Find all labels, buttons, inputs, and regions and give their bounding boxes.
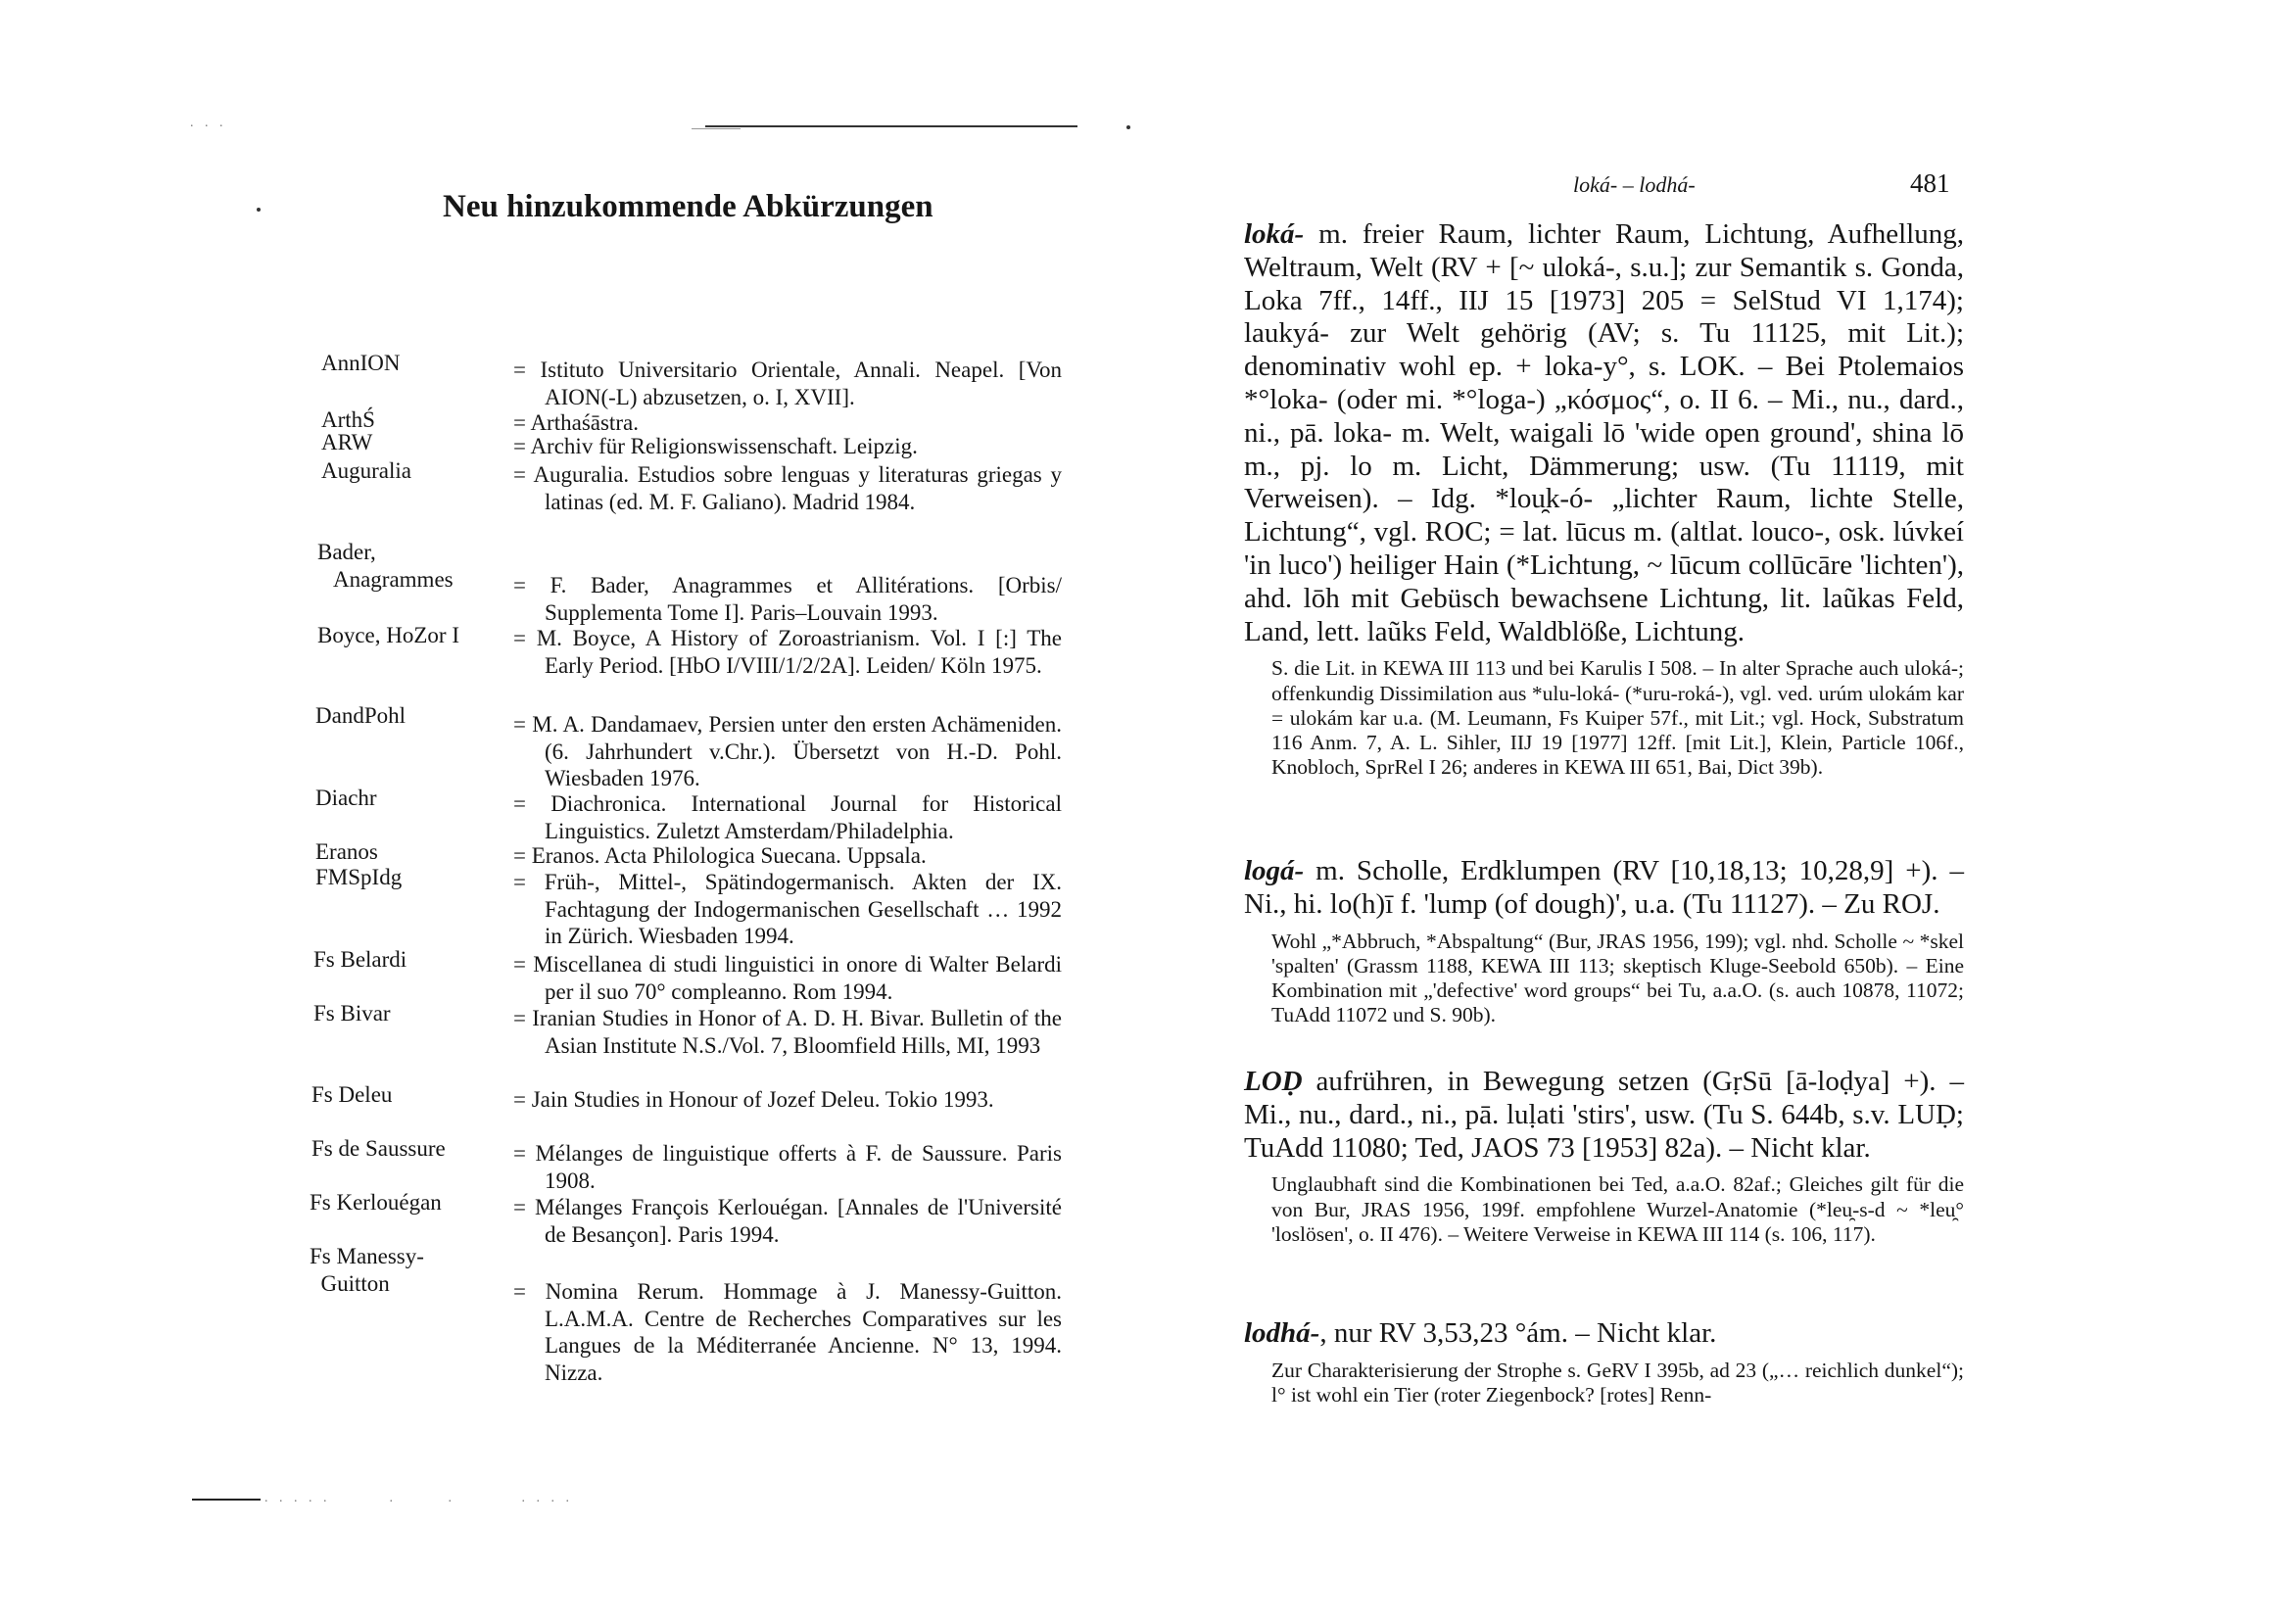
abbreviation-term: ArthŚ: [321, 407, 375, 432]
running-head: loká- – lodhá-: [1573, 172, 1696, 197]
entry-text: aufrühren, in Bewegung setzen (GṛSū [ā-loḍya] +). – Mi., nu., dard., ni., pā. luḷati 'stirs', usw. (Tu S. 644b, s.v. LUḌ; TuAdd 11080; Ted, JAOS 73 [1953] 82a). – Nicht klar.: [1244, 1066, 1964, 1164]
entry-lemma: loká-: [1244, 218, 1305, 250]
dictionary-entry: [1244, 1317, 1964, 1407]
abbreviation-definition: = Nomina Rerum. Hommage à J. Manessy-Guitton. L.A.M.A. Centre de Recherches Comparatives sur les Langues de la Méditerranée Ancienne. N° 13, 1994. Nizza.: [513, 1279, 1062, 1385]
abbreviation-term: ARW: [321, 430, 373, 454]
abbreviation-definition: = Iranian Studies in Honor of A. D. H. Bivar. Bulletin of the Asian Institute N.S./Vol. 7, Bloomfield Hills, MI, 1993: [513, 1006, 1062, 1058]
dictionary-entry: [1244, 1066, 1964, 1247]
scan-dot: [1126, 125, 1130, 129]
abbreviation-definition: = M. Boyce, A History of Zoroastrianism. Vol. I [:] The Early Period. [HbO I/VIII/1/2/2A]. Leiden/ Köln 1975.: [513, 626, 1062, 678]
abbreviation-term: Eranos: [315, 839, 378, 864]
page-number: 481: [1910, 168, 1950, 198]
abbreviation-definition: = Arthaśāstra.: [513, 410, 639, 435]
abbreviation-definition: = Mélanges François Kerlouégan. [Annales de l'Université de Besançon]. Paris 1994.: [513, 1195, 1062, 1247]
entry-lemma: lodhá-: [1244, 1317, 1320, 1349]
entry-body: [1244, 1066, 1964, 1165]
abbreviation-term: Bader, Anagrammes: [317, 540, 454, 592]
abbreviation-definition: = Eranos. Acta Philologica Suecana. Uppsala.: [513, 843, 927, 868]
entry-body: [1244, 855, 1964, 922]
scan-bottom-specks: . . . . . . . . . . .: [264, 1491, 573, 1505]
entry-text: m. Scholle, Erdklumpen (RV [10,18,13; 10,28,9] +). – Ni., hi. lo(h)ī f. 'lump (of dough)', u.a. (Tu 11127). – Zu ROJ.: [1244, 855, 1964, 920]
abbreviation-term: AnnION: [321, 351, 401, 375]
abbreviation-term: Fs Kerlouégan: [310, 1190, 442, 1215]
abbreviation-definition: = M. A. Dandamaev, Persien unter den ersten Achämeniden. (6. Jahrhundert v.Chr.). Übersetzt von H.-D. Pohl. Wiesbaden 1976.: [513, 712, 1062, 790]
dictionary-entry: [1244, 855, 1964, 1027]
entry-body: [1244, 1317, 1964, 1351]
abbreviation-definition: = F. Bader, Anagrammes et Allitérations. [Orbis/ Supplementa Tome I]. Paris–Louvain 1993.: [513, 573, 1062, 625]
entry-text: m. freier Raum, lichter Raum, Lichtung, Aufhellung, Weltraum, Welt (RV + [~ uloká-, s.u.]; zur Semantik s. Gonda, Loka 7ff., 14ff., IIJ 15 [1973] 205 = SelStud VI 1,174); laukyá- zur Welt gehörig (AV; s. Tu 11125, mit Lit.); denominativ wohl ep. + loka-y°, s. LOK. – Bei Ptolemaios *°loka- (oder mi. *°loga-) „κόσμος“, o. II 6. – Mi., nu., dard., ni., pā. loka- m. Welt, waigali lō 'wide open ground', shina lō m., pj. lo m. Licht, Dämmerung; usw. (Tu 11119, mit Verweisen). – Idg. *lou̯k-ó- „lichter Raum, lichte Stelle, Lichtung“, vgl. ROC; = lat. lūcus m. (altlat. louco-, osk. lúvkeí 'in luco') heiliger Hain (*Lichtung, ~ lūcum collūcāre 'lichten'), ahd. lōh mit Gebüsch bewachsene Lichtung, lit. laũkas Feld, Land, lett. laũks Feld, Waldblöße, Lichtung.: [1244, 218, 1964, 647]
abbreviation-term: DandPohl: [315, 703, 406, 728]
abbreviation-definition: = Jain Studies in Honour of Jozef Deleu. Tokio 1993.: [513, 1087, 994, 1112]
scan-top-specks: . . .: [190, 116, 227, 130]
abbreviation-term: Fs Manessy- Guitton: [310, 1244, 424, 1296]
entry-body: [1244, 218, 1964, 648]
entry-note: Zur Charakterisierung der Strophe s. GeRV I 395b, ad 23 („… reichlich dunkel“); l° ist wohl ein Tier (roter Ziegenbock? [rotes] Renn-: [1271, 1358, 1964, 1407]
page-title: Neu hinzukommende Abkürzungen: [443, 189, 933, 224]
entry-note: S. die Lit. in KEWA III 113 und bei Karulis I 508. – In alter Sprache auch uloká-; offenkundig Dissimilation aus *ulu-loká- (*uru-roká-), vgl. ved. urúm ulokám kar = ulokám kar u.a. (M. Leumann, Fs Kuiper 57f., mit Lit.; vgl. Hock, Substratum 116 Anm. 7, A. L. Sihler, IIJ 19 [1977] 12ff. [mit Lit.], Klein, Particle 106f., Knobloch, SprRel I 26; anderes in KEWA III 651, Bai, Dict 39b).: [1271, 656, 1964, 780]
entry-note: Unglaubhaft sind die Kombinationen bei Ted, a.a.O. 82af.; Gleiches gilt für die von Bur, JRAS 1956, 199f. empfohlene Wurzel-Anatomie (*leu̯-s-d ~ *leu̯° 'loslösen', o. II 476). – Weitere Verweise in KEWA III 114 (s. 106, 117).: [1271, 1172, 1964, 1246]
abbreviation-term: Fs Belardi: [313, 947, 407, 972]
abbreviation-definition: = Früh-, Mittel-, Spätindogermanisch. Akten der IX. Fachtagung der Indogermanischen Gesellschaft … 1992 in Zürich. Wiesbaden 1994.: [513, 870, 1062, 948]
abbreviation-definition: = Mélanges de linguistique offerts à F. de Saussure. Paris 1908.: [513, 1141, 1062, 1193]
abbreviation-term: Fs Deleu: [311, 1082, 393, 1107]
entry-lemma: LOḌ: [1244, 1066, 1303, 1097]
abbreviation-term: FMSpIdg: [315, 865, 403, 889]
entry-lemma: logá-: [1244, 855, 1305, 886]
abbreviation-list: [0, 0, 1126, 1420]
abbreviation-term: Diachr: [315, 786, 377, 810]
abbreviation-definition: = Auguralia. Estudios sobre lenguas y literaturas griegas y latinas (ed. M. F. Galiano). Madrid 1984.: [513, 462, 1062, 514]
abbreviation-term: Fs de Saussure: [311, 1136, 446, 1161]
abbreviation-definition: = Miscellanea di studi linguistici in onore di Walter Belardi per il suo 70° compleanno. Rom 1994.: [513, 952, 1062, 1004]
dictionary-entry: [1244, 218, 1964, 780]
entry-note: Wohl „*Abbruch, *Abspaltung“ (Bur, JRAS 1956, 199); vgl. nhd. Scholle ~ *skel 'spalten' (Grassm 1188, KEWA III 113; skeptisch Kluge-Seebold 650b). – Eine Kombination mit „'defective' word groups“ bei Tu, a.a.O. (s. auch 10878, 11072; TuAdd 11072 und S. 90b).: [1271, 929, 1964, 1027]
abbreviation-definition: = Archiv für Religionswissenschaft. Leipzig.: [513, 434, 918, 458]
abbreviation-definition: = Istituto Universitario Orientale, Annali. Neapel. [Von AION(-L) abzusetzen, o. I, XVII].: [513, 358, 1062, 409]
abbreviation-definition: = Diachronica. International Journal for Historical Linguistics. Zuletzt Amsterdam/Philadelphia.: [513, 791, 1062, 843]
abbreviation-term: Boyce, HoZor I: [317, 623, 459, 647]
entry-text: , nur RV 3,53,23 °ám. – Nicht klar.: [1319, 1317, 1717, 1349]
abbreviation-term: Fs Bivar: [313, 1001, 391, 1026]
scan-bottom-rule: [192, 1499, 261, 1501]
abbreviation-term: Auguralia: [321, 458, 411, 483]
